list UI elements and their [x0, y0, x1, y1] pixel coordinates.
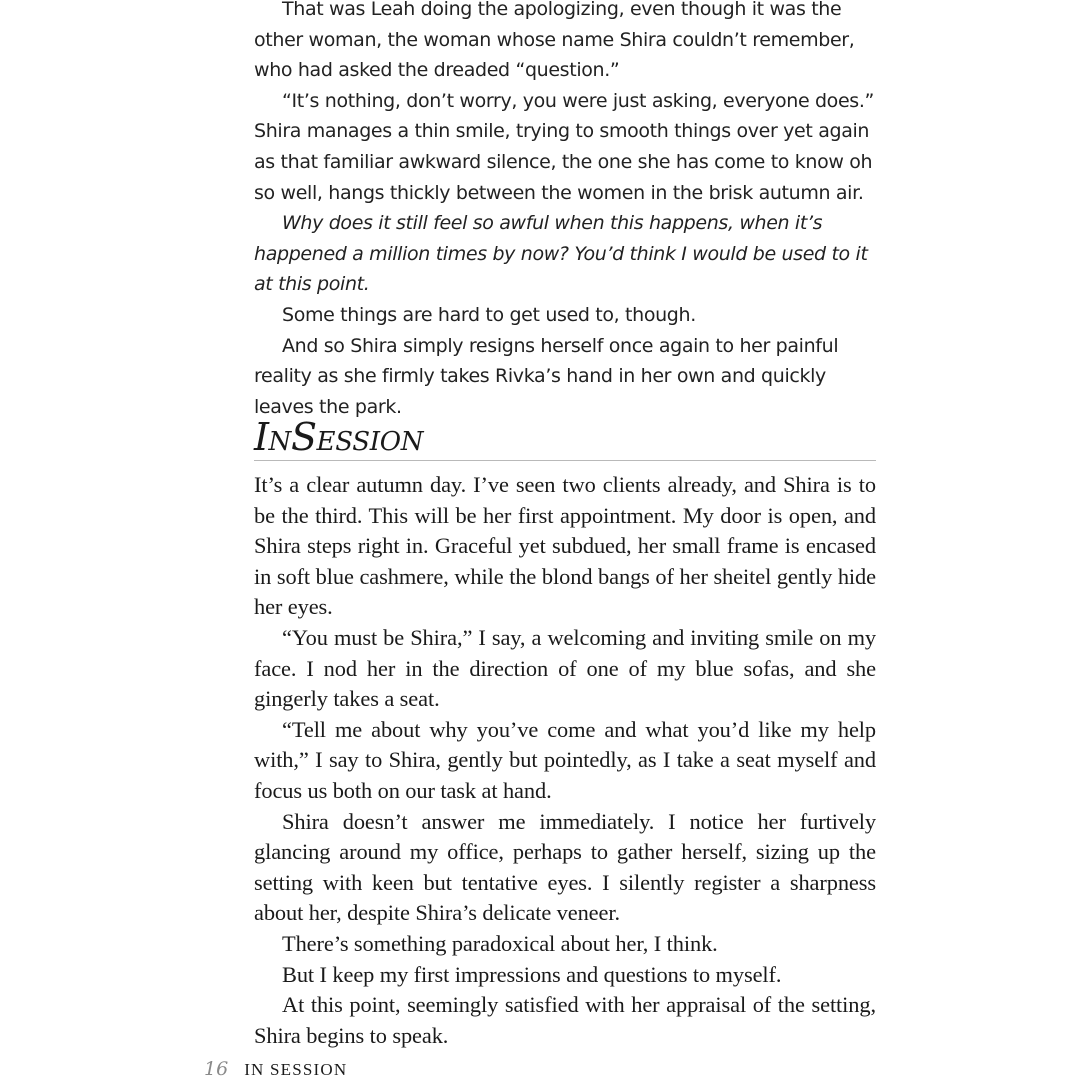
story-text-block — [254, 0, 876, 422]
session-paragraph: “Tell me about why you’ve come and what you’d like my help with,” I say to Shira, gently but pointedly, as I take a seat myself and focus us both on our task at hand. — [254, 716, 876, 803]
section-title-session-rest: ESSION — [316, 427, 424, 457]
session-paragraph: There’s something paradoxical about her, I think. — [282, 930, 718, 956]
page-footer — [204, 1058, 347, 1088]
story-paragraph: And so Shira simply resigns herself once again to her painful reality as she firmly takes Rivka’s hand in her own and quickly leaves the park. — [254, 334, 839, 418]
session-paragraph: “You must be Shira,” I say, a welcoming and inviting smile on my face. I nod her in the direction of one of my blue sofas, and she gingerly takes a seat. — [254, 624, 876, 712]
session-paragraph: But I keep my first impressions and questions to myself. — [282, 961, 782, 987]
session-text-block — [254, 470, 876, 1051]
section-title-session-cap: S — [290, 415, 317, 459]
story-paragraph: Some things are hard to get used to, though. — [282, 303, 696, 326]
page-number: 16 — [204, 1058, 229, 1080]
section-title-in-rest: N — [268, 427, 291, 457]
italic-thought-text: Why does it still feel so awful when this happens, when it’s happened a million times by now? You’d think I would be used to it at this point. — [254, 212, 868, 296]
session-paragraph: Shira doesn’t answer me immediately. I notice her furtively glancing around my office, perhaps to gather herself, sizing up the setting with keen but tentative eyes. I silently register a sharpness about her, despite Shira’s delicate veneer. — [254, 808, 876, 926]
story-italic-thought — [254, 208, 876, 300]
story-paragraph: “It’s nothing, don’t worry, you were just asking, everyone does.” Shira manages a thin smile, trying to smooth things over yet again as that familiar awkward silence, the one she has come to know oh so well, hangs thickly between the women in the brisk autumn air. — [254, 89, 875, 204]
section-heading — [254, 415, 876, 461]
running-title: IN SESSION — [244, 1060, 348, 1079]
story-paragraph: That was Leah doing the apologizing, even though it was the other woman, the woman whose name Shira couldn’t remember, who had asked the dreaded “question.” — [254, 0, 855, 82]
session-paragraph: It’s a clear autumn day. I’ve seen two clients already, and Shira is to be the third. This will be her first appointment. My door is open, and Shira steps right in. Graceful yet subdued, her small frame is encased in soft blue cashmere, while the blond bangs of her sheitel gently hide her eyes. — [254, 472, 876, 620]
section-title — [254, 417, 423, 462]
session-paragraph: At this point, seemingly satisfied with her appraisal of the setting, Shira begins to speak. — [254, 992, 876, 1048]
section-title-in-cap: I — [254, 415, 269, 459]
